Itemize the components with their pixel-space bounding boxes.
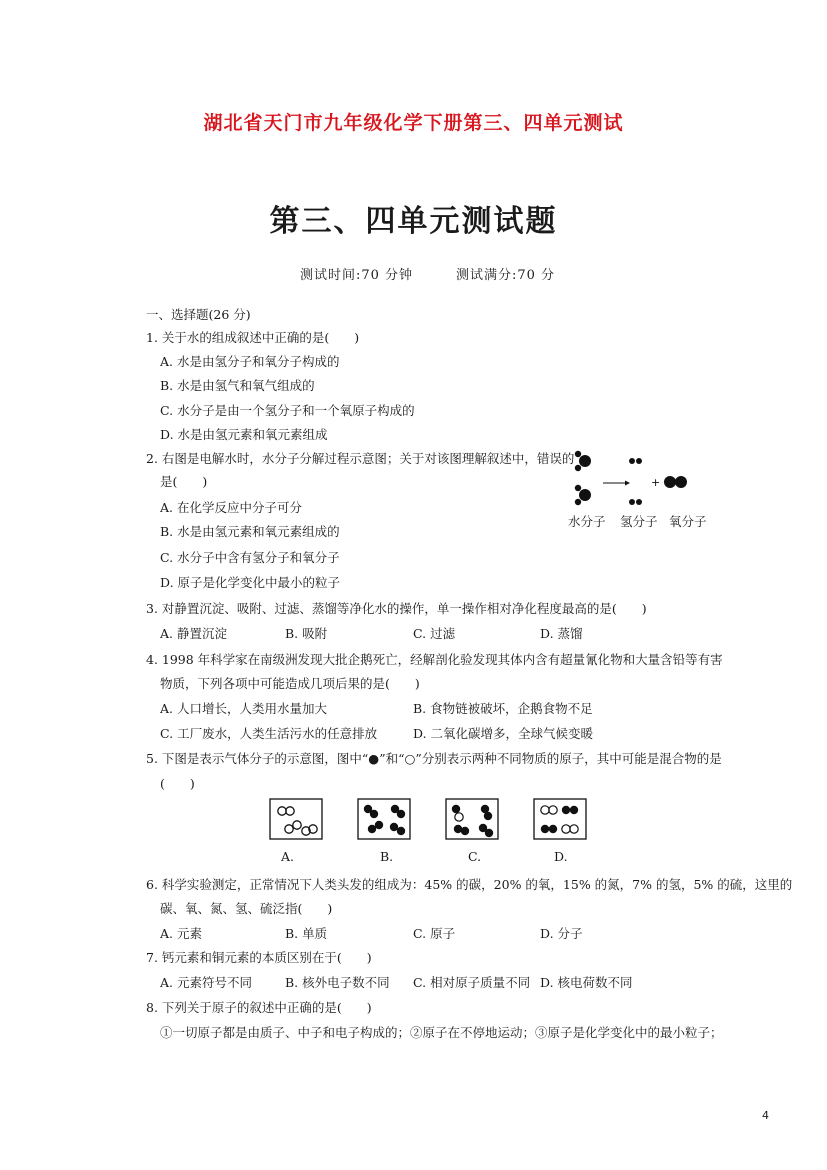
question-4-stem-continued: 物质，下列各项中可能造成几项后果的是( )	[160, 676, 420, 691]
question-5-stem-continued: ( )	[160, 776, 195, 791]
question-4-option-a: A. 人口增长，人类用水量加大	[160, 701, 327, 716]
box-d	[534, 799, 586, 839]
question-5-stem: 5. 下图是表示气体分子的示意图，图中“●”和“○”分别表示两种不同物质的原子，其中可能是混合物的是	[146, 751, 722, 766]
question-7-option-c: C. 相对原子质量不同	[413, 975, 531, 990]
question-4-option-c: C. 工厂废水，人类生活污水的任意排放	[160, 726, 378, 741]
question-3-option-d: D. 蒸馏	[540, 626, 583, 641]
question-6-option-b: B. 单质	[285, 926, 328, 941]
water-molecule-bottom	[575, 485, 591, 505]
question-4-option-b: B. 食物链被破坏，企鹅食物不足	[413, 701, 593, 716]
question-7-option-b: B. 核外电子数不同	[285, 975, 390, 990]
water-molecule-label: 水分子	[568, 514, 606, 529]
box-c-label: C.	[468, 849, 482, 864]
full-score: 测试满分:70 分	[456, 268, 556, 283]
question-7-option-d: D. 核电荷数不同	[540, 975, 633, 990]
document-header-title: 湖北省天门市九年级化学下册第三、四单元测试	[203, 112, 624, 134]
electrolysis-diagram	[565, 445, 715, 515]
question-1-stem: 1. 关于水的组成叙述中正确的是( )	[146, 330, 360, 345]
question-4-option-d: D. 二氧化碳增多，全球气候变暖	[413, 726, 594, 741]
question-8-stem: 8. 下列关于原子的叙述中正确的是( )	[146, 1000, 372, 1015]
question-6-stem: 6. 科学实验测定，正常情况下人类头发的组成为：45% 的碳，20% 的氧，15% 的氮，7% 的氢，5% 的硫，这里的	[146, 877, 793, 892]
question-1-option-c: C. 水分子是由一个氢分子和一个氧原子构成的	[160, 403, 415, 418]
question-3-option-a: A. 静置沉淀	[160, 626, 227, 641]
box-a	[270, 799, 322, 839]
question-2-option-a: A. 在化学反应中分子可分	[160, 500, 302, 515]
oxygen-molecule-label: 氧分子	[669, 514, 707, 529]
question-7-stem: 7. 钙元素和铜元素的本质区别在于( )	[146, 950, 372, 965]
box-b-label: B.	[380, 849, 394, 864]
page-number: 4	[762, 1109, 769, 1122]
question-6-stem-continued: 碳、氧、氮、氢、硫泛指( )	[160, 901, 333, 916]
box-a-label: A.	[281, 849, 295, 864]
question-6-option-a: A. 元素	[160, 926, 202, 941]
box-c	[446, 799, 498, 839]
water-molecule-top	[575, 451, 591, 471]
question-1-option-a: A. 水是由氢分子和氧分子构成的	[160, 354, 340, 369]
hydrogen-molecule-top	[629, 458, 642, 464]
question-6-option-d: D. 分子	[540, 926, 583, 941]
question-1-option-d: D. 水是由氢元素和氧元素组成	[160, 427, 328, 442]
question-3-stem: 3. 对静置沉淀、吸附、过滤、蒸馏等净化水的操作，单一操作相对净化程度最高的是( )	[146, 601, 647, 616]
question-4-stem: 4. 1998 年科学家在南级洲发现大批企鹅死亡，经解剖化验发现其体内含有超量氰化物和大量含铅等有害	[146, 652, 723, 667]
question-2-option-c: C. 水分子中含有氢分子和氧分子	[160, 550, 340, 565]
main-title: 第三、四单元测试题	[269, 204, 558, 239]
question-2-option-b: B. 水是由氢元素和氧元素组成的	[160, 524, 340, 539]
plus-sign: +	[651, 476, 661, 489]
question-7-option-a: A. 元素符号不同	[160, 975, 252, 990]
hydrogen-molecule-label: 氢分子	[620, 514, 658, 529]
question-3-option-c: C. 过滤	[413, 626, 456, 641]
question-2-option-d: D. 原子是化学变化中最小的粒子	[160, 575, 341, 590]
reaction-arrowhead	[625, 481, 630, 486]
question-2-stem: 2. 右图是电解水时，水分子分解过程示意图；关于对该图理解叙述中，错误的	[146, 451, 575, 466]
oxygen-molecule	[664, 476, 687, 488]
hydrogen-molecule-bottom	[629, 499, 642, 505]
section-heading: 一、选择题(26 分)	[146, 307, 251, 322]
test-time: 测试时间:70 分钟	[300, 268, 414, 283]
question-2-stem-continued: 是( )	[160, 474, 208, 489]
question-8-statements: ①一切原子都是由质子、中子和电子构成的；②原子在不停地运动；③原子是化学变化中的最小粒子；	[160, 1025, 723, 1040]
gas-molecule-boxes	[260, 795, 600, 845]
box-b	[358, 799, 410, 839]
question-1-option-b: B. 水是由氢气和氧气组成的	[160, 378, 315, 393]
question-3-option-b: B. 吸附	[285, 626, 328, 641]
question-6-option-c: C. 原子	[413, 926, 456, 941]
box-d-label: D.	[554, 849, 568, 864]
